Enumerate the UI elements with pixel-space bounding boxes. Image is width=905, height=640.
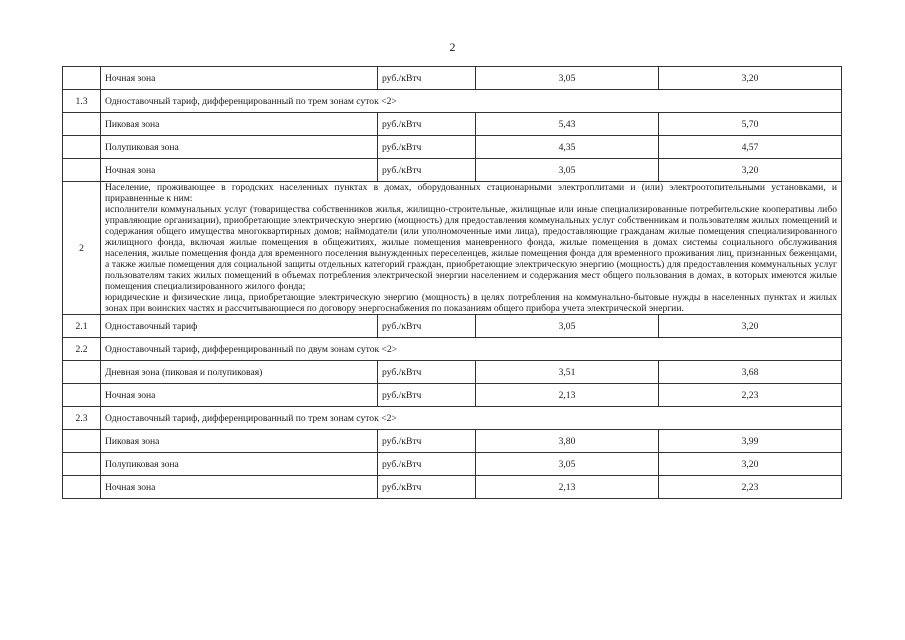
table-row-section [63,407,842,430]
row-unit: руб./кВтч [378,159,476,182]
row-value-1: 3,05 [476,67,659,90]
row-unit: руб./кВтч [378,113,476,136]
row-label: Ночная зона [101,67,378,90]
row-unit: руб./кВтч [378,67,476,90]
table-row [63,67,842,90]
table-row [63,476,842,499]
table-row-section [63,90,842,113]
row-unit: руб./кВтч [378,315,476,338]
row-value-2: 5,70 [659,113,842,136]
row-label: Пиковая зона [101,113,378,136]
description-paragraph: исполнители коммунальных услуг (товарищества собственников жилья, жилищно-строительные, жилищные или иные специализированные потребительские кооперативы либо управляющие организации), приобретающие электрическую энергию (мощность) для предоставления коммунальных услуг собственникам и пользователям жилых помещений и содержания общего имущества многоквартирных домов; наймодатели (или уполномоченные ими лица), предоставляющие гражданам жилые помещения специализированного жилищного фонда, включая жилые помещения в общежитиях, жилые помещения маневренного фонда, жилые помещения в домах системы социального обслуживания населения, жилые помещения фонда для временного поселения вынужденных переселенцев, жилые помещения фонда для временного проживания лиц, признанных беженцами, а также жилые помещения для социальной защиты отдельных категорий граждан, приобретающие электрическую энергию (мощность) для предоставления коммунальных услуг пользователям таких жилых помещений в объемах потребления электрической энергии населением и содержания мест общего пользования в домах, в которых имеются жилые помещения специализированного жилого фонда; [105,204,837,292]
row-unit: руб./кВтч [378,453,476,476]
section-title: Одноставочный тариф, дифференцированный по трем зонам суток <2> [101,90,842,113]
row-number [63,159,101,182]
row-label: Одноставочный тариф [101,315,378,338]
table-row-section [63,338,842,361]
row-unit: руб./кВтч [378,361,476,384]
row-number: 1.3 [63,90,101,113]
row-value-2: 2,23 [659,384,842,407]
table-row [63,136,842,159]
row-value-2: 3,20 [659,315,842,338]
tariff-table [62,66,842,499]
row-value-1: 3,80 [476,430,659,453]
table-row [63,315,842,338]
row-number [63,67,101,90]
description-paragraph: юридические и физические лица, приобретающие электрическую энергию (мощность) в целях потребления на коммунально-бытовые нужды в населенных пунктах и жилых зонах при воинских частях и рассчитывающиеся по договору энергоснабжения по показаниям общего прибора учета электрической энергии. [105,292,837,314]
row-value-1: 3,51 [476,361,659,384]
row-number [63,453,101,476]
row-number: 2.1 [63,315,101,338]
row-value-1: 2,13 [476,384,659,407]
row-number [63,361,101,384]
row-label: Ночная зона [101,384,378,407]
row-value-2: 3,20 [659,159,842,182]
row-number: 2 [63,182,101,315]
row-value-2: 2,23 [659,476,842,499]
section-title: Одноставочный тариф, дифференцированный по двум зонам суток <2> [101,338,842,361]
table-row [63,453,842,476]
row-label: Ночная зона [101,159,378,182]
row-value-2: 3,20 [659,453,842,476]
table-row [63,430,842,453]
table-row [63,113,842,136]
row-unit: руб./кВтч [378,430,476,453]
row-number: 2.2 [63,338,101,361]
description-paragraph: Население, проживающее в городских населенных пунктах в домах, оборудованных стационарными электроплитами и (или) электроотопительными установками, и приравненные к ним: [105,182,837,204]
row-value-2: 3,68 [659,361,842,384]
consumer-group-description [101,182,842,315]
row-value-1: 3,05 [476,315,659,338]
row-unit: руб./кВтч [378,476,476,499]
row-value-2: 3,99 [659,430,842,453]
page-number: 2 [449,40,456,54]
row-number [63,384,101,407]
row-value-1: 5,43 [476,113,659,136]
row-label: Ночная зона [101,476,378,499]
row-unit: руб./кВтч [378,384,476,407]
row-number [63,113,101,136]
row-value-2: 4,57 [659,136,842,159]
section-title: Одноставочный тариф, дифференцированный по трем зонам суток <2> [101,407,842,430]
row-label: Пиковая зона [101,430,378,453]
row-number: 2.3 [63,407,101,430]
row-label: Полупиковая зона [101,136,378,159]
table-row-description [63,182,842,315]
row-unit: руб./кВтч [378,136,476,159]
row-value-1: 4,35 [476,136,659,159]
row-value-1: 3,05 [476,159,659,182]
table-row [63,159,842,182]
row-label: Дневная зона (пиковая и полупиковая) [101,361,378,384]
table-row [63,384,842,407]
table-row [63,361,842,384]
row-value-1: 3,05 [476,453,659,476]
row-number [63,430,101,453]
row-number [63,476,101,499]
row-value-1: 2,13 [476,476,659,499]
row-label: Полупиковая зона [101,453,378,476]
row-number [63,136,101,159]
row-value-2: 3,20 [659,67,842,90]
